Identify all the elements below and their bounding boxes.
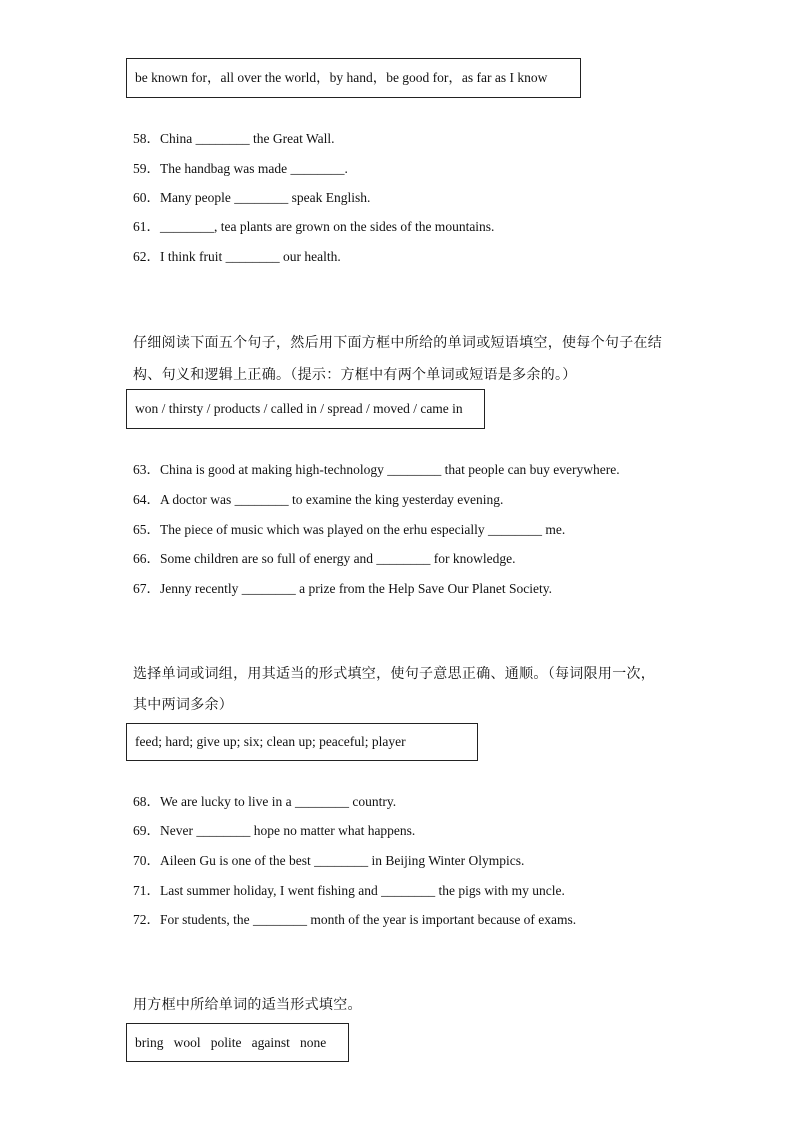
question-text: China is good at making high-technology ________ that people can buy everywhere. xyxy=(160,462,620,477)
question-text: We are lucky to live in a ________ country. xyxy=(160,794,397,809)
question-text: Aileen Gu is one of the best ________ in Beijing Winter Olympics. xyxy=(160,853,525,868)
question-text: The piece of music which was played on the erhu especially ________ me. xyxy=(160,522,566,537)
question-number: 69． xyxy=(133,823,160,838)
question-62 xyxy=(133,250,341,264)
word-box-1 xyxy=(126,58,581,98)
question-number: 65． xyxy=(133,522,160,537)
question-68 xyxy=(133,795,396,809)
question-text: The handbag was made ________. xyxy=(160,161,348,176)
question-60 xyxy=(133,191,370,205)
question-text: Never ________ hope no matter what happens. xyxy=(160,823,416,838)
question-59 xyxy=(133,162,348,176)
question-64 xyxy=(133,493,503,507)
word-box-1-text: be known for，all over the world，by hand，be good for，as far as I know xyxy=(135,70,548,86)
question-text: Some children are so full of energy and ________ for knowledge. xyxy=(160,551,516,566)
question-text: ________, tea plants are grown on the sides of the mountains. xyxy=(160,219,495,234)
question-number: 64． xyxy=(133,492,160,507)
question-number: 63． xyxy=(133,462,160,477)
question-67 xyxy=(133,582,552,596)
question-text: I think fruit ________ our health. xyxy=(160,249,341,264)
section-3-instruction-line-2: 其中两词多余） xyxy=(133,698,234,713)
question-72 xyxy=(133,913,576,927)
question-66 xyxy=(133,552,516,566)
question-number: 70． xyxy=(133,853,160,868)
word-box-4-text: bring wool polite against none xyxy=(135,1034,327,1050)
section-4-instruction: 用方框中所给单词的适当形式填空。 xyxy=(133,998,362,1013)
section-3-instruction-line-1: 选择单词或词组，用其适当的形式填空，使句子意思正确、通顺。（每词限用一次， xyxy=(133,667,656,682)
word-box-3-text: feed; hard; give up; six; clean up; peaceful; player xyxy=(135,734,406,750)
question-number: 60． xyxy=(133,190,160,205)
question-number: 62． xyxy=(133,249,160,264)
section-2-instruction-line-2: 构、句义和逻辑上正确。（提示：方框中有两个单词或短语是多余的。） xyxy=(133,368,577,383)
question-text: Last summer holiday, I went fishing and ________ the pigs with my uncle. xyxy=(160,883,565,898)
question-number: 59． xyxy=(133,161,160,176)
question-number: 67． xyxy=(133,581,160,596)
word-box-2 xyxy=(126,389,485,429)
question-text: A doctor was ________ to examine the king yesterday evening. xyxy=(160,492,504,507)
question-number: 58． xyxy=(133,131,160,146)
question-58 xyxy=(133,132,335,146)
question-70 xyxy=(133,854,524,868)
question-text: Many people ________ speak English. xyxy=(160,190,371,205)
question-71 xyxy=(133,884,565,898)
question-text: For students, the ________ month of the year is important because of exams. xyxy=(160,912,577,927)
section-2-instruction-line-1: 仔细阅读下面五个句子，然后用下面方框中所给的单词或短语填空，使每个句子在结 xyxy=(133,336,663,351)
question-69 xyxy=(133,824,415,838)
question-text: China ________ the Great Wall. xyxy=(160,131,335,146)
word-box-2-text: won / thirsty / products / called in / spread / moved / came in xyxy=(135,401,463,417)
question-number: 71． xyxy=(133,883,160,898)
question-61 xyxy=(133,220,494,234)
word-box-4 xyxy=(126,1023,349,1062)
question-text: Jenny recently ________ a prize from the Help Save Our Planet Society. xyxy=(160,581,553,596)
question-63 xyxy=(133,463,620,477)
word-box-3 xyxy=(126,723,478,761)
question-number: 72． xyxy=(133,912,160,927)
question-number: 68． xyxy=(133,794,160,809)
question-number: 61． xyxy=(133,219,160,234)
question-number: 66． xyxy=(133,551,160,566)
question-65 xyxy=(133,523,565,537)
